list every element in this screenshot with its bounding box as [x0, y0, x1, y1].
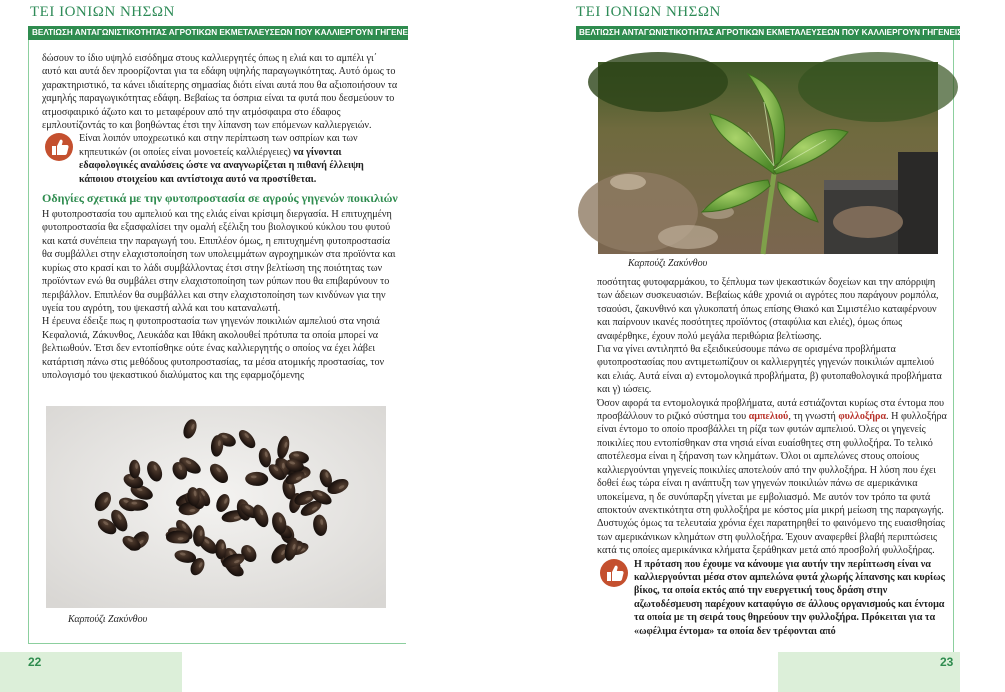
thumbs-up-icon-right — [600, 559, 628, 587]
left-note-text: Είναι λοιπόν υποχρεωτικό και στην περίπτωση των οσπρίων και των κηπευτικών (οι οποίες είναι μονοετείς καλλιέργειες) — [79, 133, 358, 158]
page-number-left: 22 — [28, 655, 42, 669]
left-para-2: Η φυτοπροστασία του αμπελιού και της ελιάς είναι κρίσιμη διεργασία. Η επιτυχημένη φυτοπροστασία θα εξασφαλίσει την ομαλή εξέλιξη του βιολογικού κύκλου του φυτού και κατά συνέπεια την παραγωγή του. Επιπλέον όμως, η επιτυχημένη φυτοπροστασία θα συμβάλλει στην ελαχιστοποίηση των υπολειμμάτων αγροχημικών στα προϊόντα και κυρίως στο κρασί και το λάδι συμβάλλοντας έτσι στην βελτίωση της ποιότητας των προϊόντων ενώ θα συμβάλει στην ελαχιστοποίηση των ρύπων που θα επιβαρύνουν το περιβάλλον. Επιπλέον θα συμβάλλει και στην ελαχιστοποίηση των κινδύνων για την υγεία του αγρότη, του ψεκαστή αλλά και του καταναλωτή. — [42, 209, 396, 314]
seedling-illustration — [598, 62, 938, 254]
right-page — [480, 0, 1005, 692]
frame-line-bottom — [28, 643, 406, 644]
highlight-vine: αμπελιού — [748, 411, 789, 423]
right-para-3-c: . Η φυλλοξήρα είναι έντομο το οποίο προσβάλλει τη ρίζα των φυτών αμπελιού. Όλες οι γηγενείς ποικιλίες που εντοπίσθηκαν στα νησιά είναι ευαίσθητες στη φυλλοξήρα. Το τελικό αποτέλεσμα είναι η ξήρανση των κλημάτων. Όλοι οι αμπελώνες στους οποίους καλλιεργούνται γηγενείς ποικιλίες αποτελούν από την φυλλοξήρα. Η λύση που έχει δοθεί έως τώρα είναι η ανάπτυξη των γηγενών ποικιλιών πάνω σε αμερικάνικα υποκείμενα, η δε συνύπαρξη γίνεται με εμβολιασμό. Με αυτόν τον τρόπο τα φυτά αποκτούν ανεκτικότητα στη φυλλοξήρα με κόστος μία μικρή μείωση της παραγωγής. Δυστυχώς όμως τα τελευταία χρόνια έχει παρατηρηθεί το φαινόμενο της ευαισθησίας των αμερικάνικων κλημάτων στη φυλλοξήρα. Έχουν αναφερθεί βλαβή περιπτώσεις κατά τις οποίες αμερικάνικα κλήματα ξεράθηκαν μετά από προσβολή φυλλοξήρας. — [597, 411, 947, 557]
left-para-3: Η έρευνα έδειξε πως η φυτοπροστασία των γηγενών ποικιλιών αμπελιού στα νησιά Κεφαλονιά, Ζάκυνθος, Λευκάδα και Ιθάκη ακολουθεί πρότυπα τα οποία μπορεί να βελτιωθούν. Έτσι δεν εντοπίσθηκε ούτε ένας καλλιεργητής ο οποίος να έχει λάβει κατάρτιση πάνω στις μεθόδους φυτοπροστασίας, τα μέσα ατομικής προστασίας, τον υπολογισμό του ψεκαστικού διαλύματος και της εφαρμοζόμενης — [42, 316, 385, 381]
highlight-phylloxera: φυλλοξήρα — [838, 411, 887, 423]
right-para-3-a: Όσον αφορά τα εντομολογικά προβλήματα, αυτά εστιάζονται κυρίως στα έντομα που προσβάλλουν το ριζικό σύστημα του — [597, 397, 945, 423]
right-para-2: Για να γίνει αντιληπτό θα εξειδικεύσουμε πάνω σε ορισμένα προβλήματα φυτοπροστασίας που αντιμετωπίζουν οι καλλιεργητές γηγενών ποικιλιών αμπελιού και ελιάς. Αυτά είναι α) εντομολογικά προβλήματα, β) φυτοπαθολογικά προβλήματα και γ) ιώσεις. — [597, 344, 942, 396]
right-footer-band — [778, 652, 960, 692]
right-photo-caption: Καρπούζι Ζακύνθου — [628, 258, 708, 269]
frame-line-left — [28, 40, 29, 644]
right-note — [597, 558, 949, 638]
frame-line-right — [953, 40, 954, 652]
project-title-bar-right: ΒΕΛΤΙΩΣΗ ΑΝΤΑΓΩΝΙΣΤΙΚΟΤΗΤΑΣ ΑΓΡΟΤΙΚΩΝ ΕΚΜΕΤΑΛΕΥΣΕΩΝ ΠΟΥ ΚΑΛΛΙΕΡΓΟΥΝ ΓΗΓΕΝΕΙΣ ΠΟΙΚΙΛΙΕΣ — [576, 26, 960, 40]
right-body-text — [597, 276, 949, 638]
institute-name: ΤΕΙ ΙΟΝΙΩΝ ΝΗΣΩΝ — [30, 4, 175, 20]
left-note-bold: να γίνονται εδαφολογικές αναλύσεις ώστε να αναγνωρίζεται η πιθανή έλλειψη κάποιου στοιχείου και αντίστοιχα αυτό να προστίθεται. — [79, 146, 364, 185]
seeds-photo — [46, 406, 386, 608]
left-para-1: δώσουν το ίδιο υψηλό εισόδημα στους καλλιεργητές όπως η ελιά και το αμπέλι γι΄ αυτό και αυτά δεν προορίζονται για τα εδάφη υψηλής παραγωγικότητας. Αυτό όμως το χαρακτηριστικό, τα κάνει ιδιαίτερης σημασίας διότι είναι αυτά που θα αξιοποιήσουν τα χαμηλής παραγωγικότητας εδάφη. Βεβαίως τα όσπρια είναι τα φυτά που δεσμεύουν το ατμοσφαιρικό άζωτο και το μεταφέρουν από την ατμόσφαιρα στο έδαφος εμπλουτίζοντάς το και βοηθώντας έτσι την λίπανση των επόμενων καλλιεργειών. — [42, 53, 398, 132]
right-para-3-b: , τη γνωστή — [788, 411, 839, 423]
left-body-text — [42, 52, 398, 382]
left-page — [0, 0, 480, 692]
section-heading: Οδηγίες σχετικά με την φυτοπροστασία σε αγρούς γηγενών ποικιλιών — [42, 191, 398, 206]
right-para-3 — [597, 397, 949, 558]
page-number-right: 23 — [940, 655, 954, 669]
right-note-bold: Η πρόταση που έχουμε να κάνουμε για αυτήν την περίπτωση είναι να καλλιεργούνται μέσα στον αμπελώνα φυτά χλωρής λίπανσης και κυρίως βίκος, τα οποία εκτός από την ευεργετική τους δράση στην αζωτοδέσμευση παρέχουν καταφύγιο σε άλλους οργανισμούς και έντομα τα οποία με τη σειρά τους θηρεύουν την φυλλοξήρα. Πρόκειται για τα «ωφέλιμα έντομα» τα οποία δεν τρέφονται από — [634, 558, 945, 637]
left-note — [42, 132, 398, 186]
project-title-bar: ΒΕΛΤΙΩΣΗ ΑΝΤΑΓΩΝΙΣΤΙΚΟΤΗΤΑΣ ΑΓΡΟΤΙΚΩΝ ΕΚΜΕΤΑΛΕΥΣΕΩΝ ΠΟΥ ΚΑΛΛΙΕΡΓΟΥΝ ΓΗΓΕΝΕΙΣ ΠΟΙΚΙΛΙΕΣ — [28, 26, 408, 40]
right-para-1: ποσότητας φυτοφαρμάκου, το ξέπλυμα των ψεκαστικών δοχείων και την απόρριψη των άδειων συσκευασιών. Βεβαίως κάθε χρονιά οι αγρότες που παράγουν ρομπόλα, τσαούσι, ζακυνθινό και γλυκοπατή όπως επίσης Θιακό και Σιμιστέλιο καταφέρνουν και παίρνουν ικανές ποσότητες προϊόντος (σταφύλια και ελιές), όμως όπως αναφέρθηκε, έχουν πολύ μεγάλα περιθώρια βελτίωσης. — [597, 277, 939, 342]
seeds-illustration — [46, 406, 386, 608]
thumbs-up-icon — [45, 133, 73, 161]
seedling-photo — [598, 62, 938, 254]
left-photo-caption: Καρπούζι Ζακύνθου — [68, 614, 148, 625]
institute-name-right: ΤΕΙ ΙΟΝΙΩΝ ΝΗΣΩΝ — [576, 4, 721, 20]
